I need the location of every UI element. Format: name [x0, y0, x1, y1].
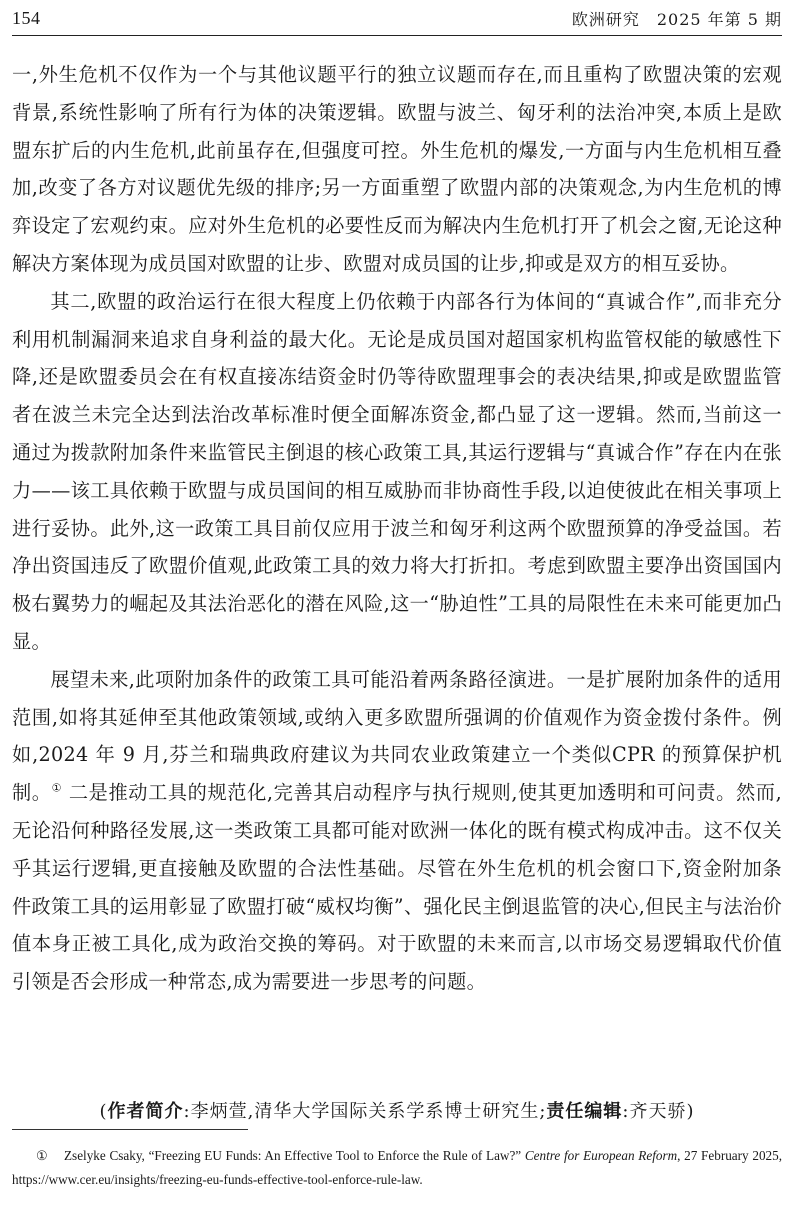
paragraph-2: 其二,欧盟的政治运行在很大程度上仍依赖于内部各行为体间的“真诚合作”,而非充分利用机制漏洞来追求自身利益的最大化。无论是成员国对超国家机构监管权能的敏感性下降,还是欧盟委员会在有权直接冻结资金时仍等待欧盟理事会的表决结果,抑或是欧盟监管者在波兰未完全达到法治改革标准时便全面解冻资金,都凸显了这一逻辑。然而,当前这一通过为拨款附加条件来监管民主倒退的核心政策工具,其运行逻辑与“真诚合作”存在内在张力——该工具依赖于欧盟与成员国间的相互威胁而非协商性手段,以迫使彼此在相关事项上进行妥协。此外,这一政策工具目前仅应用于波兰和匈牙利这两个欧盟预算的净受益国。若净出资国违反了欧盟价值观,此政策工具的效力将大打折扣。考虑到欧盟主要净出资国国内极右翼势力的崛起及其法治恶化的潜在风险,这一“胁迫性”工具的局限性在未来可能更加凸显。	[12, 289, 782, 653]
author-info: :李炳萱,清华大学国际关系学系博士研究生;	[183, 1101, 547, 1122]
journal-issue: 欧洲研究 2025 年第 5 期	[571, 10, 782, 29]
paragraph-3	[12, 661, 782, 1001]
editor-label: 责任编辑	[546, 1101, 623, 1122]
footnote	[12, 1144, 782, 1192]
paragraph-3-text-after-ref: 二是推动工具的规范化,完善其启动程序与执行规则,使其更加透明和可问责。然而,无论沿何种路径发展,这一类政策工具都可能对欧洲一体化的既有模式构成冲击。这不仅关乎其运行逻辑,更直接触及欧盟的合法性基础。尽管在外生危机的机会窗口下,资金附加条件政策工具的运用彰显了欧盟打破“威权均衡”、强化民主倒退监管的决心,但民主与法治价值本身正被工具化,成为政治交换的筹码。对于欧盟的未来而言,以市场交易逻辑取代价值引领是否会形成一种常态,成为需要进一步思考的问题。	[12, 781, 782, 994]
paragraph-3-text-before-ref: 展望未来,此项附加条件的政策工具可能沿着两条路径演进。一是扩展附加条件的适用范围,如将其延伸至其他政策领域,或纳入更多欧盟所强调的价值观作为资金拨付条件。例如,2024 年 9 月,芬兰和瑞典政府建议为共同农业政策建立一个类似CPR 的预算保护机制。	[12, 667, 782, 805]
author-note	[12, 1097, 782, 1127]
page-number: 154	[12, 8, 41, 28]
editor-info: :齐天骄	[622, 1101, 687, 1122]
footnote-reference-link[interactable]: ①	[51, 781, 63, 795]
footnote-marker: ①	[36, 1148, 48, 1163]
author-label: 作者简介	[107, 1101, 184, 1122]
article-body	[12, 56, 782, 1001]
footnote-source: Centre for European Reform	[524, 1148, 678, 1163]
footnote-divider	[12, 1129, 248, 1130]
author-note-close-paren: )	[686, 1101, 695, 1122]
author-note-open-paren: (	[99, 1101, 108, 1122]
paragraph-1: 一,外生危机不仅作为一个与其他议题平行的独立议题而存在,而且重构了欧盟决策的宏观背景,系统性影响了所有行为体的决策逻辑。欧盟与波兰、匈牙利的法治冲突,本质上是欧盟东扩后的内生危机,此前虽存在,但强度可控。外生危机的爆发,一方面与内生危机相互叠加,改变了各方对议题优先级的排序;另一方面重塑了欧盟内部的决策观念,为内生危机的博弈设定了宏观约束。应对外生危机的必要性反而为解决内生危机打开了机会之窗,无论这种解决方案体现为成员国对欧盟的让步、欧盟对成员国的让步,抑或是双方的相互妥协。	[12, 63, 782, 275]
footnote-date-url[interactable]: , 27 February 2025, https://www.cer.eu/insights/freezing-eu-funds-effective-tool-enforce-rule-law.	[12, 1148, 783, 1187]
running-head	[12, 6, 782, 36]
footnote-citation: Zselyke Csaky, “Freezing EU Funds: An Effective Tool to Enforce the Rule of Law?”	[64, 1148, 525, 1163]
